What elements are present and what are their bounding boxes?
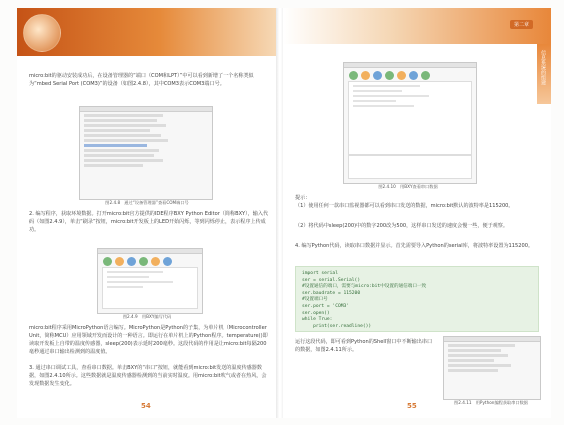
code-block (295, 266, 539, 332)
code-line: import serial (302, 271, 338, 276)
code-line: ser.open() (302, 310, 330, 316)
figure-caption: 图2.4.10 用BXY查看串口数据 (378, 184, 438, 189)
code-line: print(ser.readline()) (302, 323, 372, 329)
window-titlebar (444, 337, 540, 342)
figure-caption: 图2.4.9 用BXY编写代码 (122, 314, 172, 319)
code-comment: #设置通信的端口，需要与micro:bit中设置的通信端口一致 (302, 284, 427, 290)
side-tab-label: 信息系统的组建 (540, 50, 546, 85)
paragraph-serial-debug: 3. 通过串口调试工具，查看串口数据。单击BXY的“串口”按钮，就能看到micro:bit发送的温度传感器数据，如图2.4.10所示。这些数据就是温度传感器检测到的当前实时温度。用micro:bit吹气或者在热风，会发现数据发生变化。 (29, 365, 267, 387)
paragraph-run-code: 运行这段代码，即可看到Python的Shell窗口中不断输出串口的数据，如图2.4.11所示。 (295, 339, 433, 353)
hint-item-2: （2）将代码中sleep(200)中的数字200改为500，这样串口发送的速度会慢一些，便于观察。 (295, 223, 508, 229)
side-chapter-tab (537, 44, 551, 104)
left-page (17, 8, 277, 418)
serial-output-panel (348, 155, 472, 179)
figure-caption: 图2.4.8 通过“设备管理器”查看COM端口号 (105, 200, 189, 205)
code-line: ser.port = 'COM3' (302, 303, 350, 309)
paragraph-micropython: micro:bit程序采用MicroPython语言编写。MicroPython是Python的子集，为单片机（Microcontroller Unit，简称MCU）应用领域开发而设计的一种语言。即运行在单片机上的Python程序。temperature()即读取开发板上自带的温度传感器，sleep(200)表示延时200毫秒。这段代码的作用是让micro:bit每隔200毫秒通过串口输出检测到的温度值。 (29, 325, 268, 355)
python-shell-screenshot (443, 336, 541, 400)
header-emblem-icon (23, 14, 61, 52)
page-number: 54 (141, 402, 151, 410)
shell-output-lines (444, 344, 540, 372)
paragraph-python-serial: 4. 编写Python代码，读取串口数据并显示。首先需要导入Python的serial库，将波特率设置为115200。 (295, 243, 534, 249)
serial-data-screenshot (343, 62, 477, 184)
device-tree (80, 114, 212, 167)
code-comment: #设置端口号 (302, 297, 328, 303)
hint-item-1: （1）使用任何一款串口监视器都可以看到串口发送的数据，micro:bit默认的波特率是115200。 (295, 203, 514, 209)
bxy-editor-screenshot (97, 248, 203, 314)
paragraph-driver: micro:bit的驱动安装成功后，在设备管理器的“端口（COM和LPT）”中可以看到新增了一个名称类似为“mbed Serial Port (COM3)”的设备（如图2.4.8），其中COM3表示COM3端口号。 (29, 73, 254, 87)
right-page (283, 8, 551, 418)
paragraph-write-program: 2. 编写程序，获取环境数据。打开micro:bit官方提供的IDE程序BXY Python Editor（简称BXY），输入代码（如图2.4.9），单击“刷录”按钮，micro:bit开发板上的LED开始闪烁，等到闪烁停止，表示程序上传成功。 (29, 211, 269, 233)
code-editor-area (102, 267, 198, 309)
left-page-header (17, 8, 277, 56)
code-line: ser = serial.Serial() (302, 277, 361, 283)
code-line: ser.baudrate = 115200 (302, 290, 361, 296)
device-manager-screenshot (79, 106, 213, 200)
page-number: 55 (407, 402, 417, 410)
chapter-tab: 第二章 (510, 20, 533, 29)
window-titlebar (80, 107, 212, 112)
hint-label: 提示： (295, 195, 311, 201)
code-line: while True: (302, 317, 333, 323)
figure-caption: 图2.4.11 用Python编程获取串口数据 (454, 400, 528, 405)
code-editor-area (348, 81, 472, 155)
